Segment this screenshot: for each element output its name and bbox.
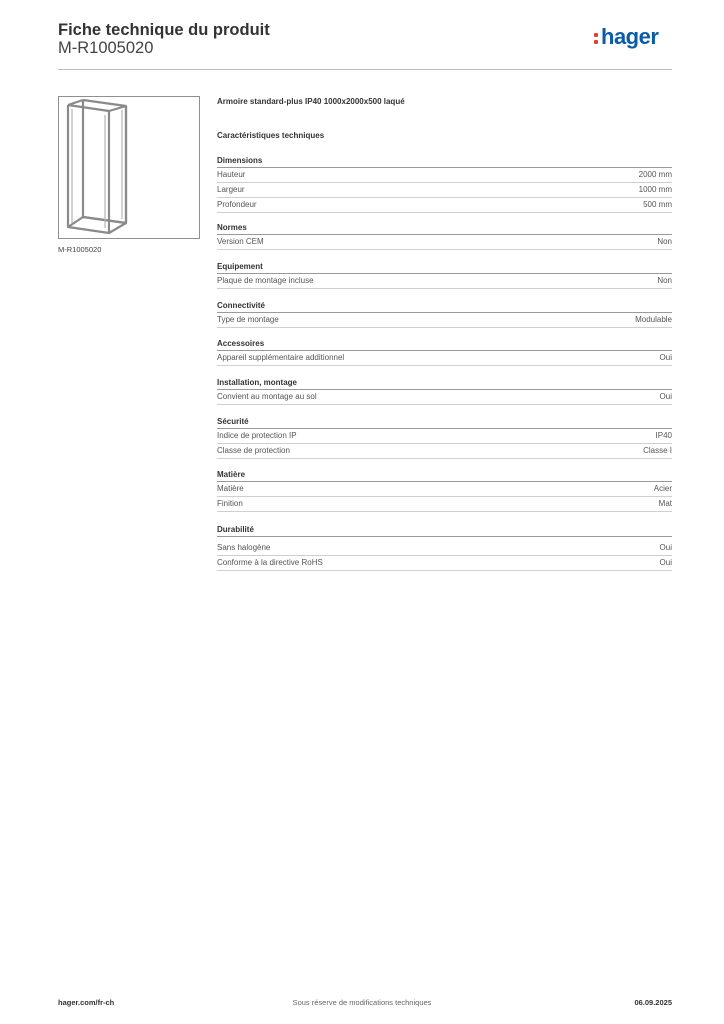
spec-label: Finition <box>217 499 243 508</box>
spec-label: Type de montage <box>217 315 279 324</box>
spec-label: Convient au montage au sol <box>217 392 317 401</box>
spec-label: Appareil supplémentaire additionnel <box>217 353 345 362</box>
spec-row <box>217 274 672 289</box>
spec-value: Mat <box>658 499 672 508</box>
spec-value: Modulable <box>635 315 672 324</box>
spec-value: Acier <box>653 484 672 493</box>
spec-value: Oui <box>659 392 672 401</box>
spec-label: Version CEM <box>217 237 264 246</box>
spec-value: Classe I <box>643 446 672 455</box>
spec-row <box>217 556 672 571</box>
spec-label: Hauteur <box>217 170 246 179</box>
product-reference: M-R1005020 <box>58 39 154 57</box>
section-title: Sécurité <box>217 416 672 429</box>
spec-value: Non <box>657 276 672 285</box>
section-installation <box>217 377 672 405</box>
spec-value: IP40 <box>655 431 672 440</box>
logo-text: hager <box>601 24 659 49</box>
footer-notice: Sous réserve de modifications techniques <box>292 998 432 1007</box>
spec-label: Sans halogène <box>217 543 271 552</box>
section-title: Connectivité <box>217 300 672 313</box>
spec-value: Non <box>657 237 672 246</box>
spec-label: Indice de protection IP <box>217 431 297 440</box>
spec-row <box>217 313 672 328</box>
header-divider <box>58 69 672 70</box>
product-name: Armoire standard-plus IP40 1000x2000x500 laqué <box>217 97 405 106</box>
spec-value: 2000 mm <box>638 170 672 179</box>
section-connectivite <box>217 300 672 328</box>
section-title: Durabilité <box>217 524 672 537</box>
spec-label: Conforme à la directive RoHS <box>217 558 323 567</box>
section-title: Dimensions <box>217 155 672 168</box>
spec-label: Matière <box>217 484 244 493</box>
spec-row <box>217 235 672 250</box>
spec-row <box>217 497 672 512</box>
spec-row <box>217 482 672 497</box>
footer-website-link[interactable]: hager.com/fr-ch <box>58 998 115 1007</box>
spec-label: Largeur <box>217 185 245 194</box>
section-title: Normes <box>217 222 672 235</box>
spec-row <box>217 198 672 213</box>
spec-row <box>217 429 672 444</box>
spec-row <box>217 351 672 366</box>
cabinet-frame-icon <box>59 97 199 238</box>
section-equipement <box>217 261 672 289</box>
spec-row <box>217 444 672 459</box>
spec-value: Oui <box>659 353 672 362</box>
section-accessoires <box>217 338 672 366</box>
spec-label: Profondeur <box>217 200 257 209</box>
section-securite <box>217 416 672 459</box>
section-title: Equipement <box>217 261 672 274</box>
section-title: Accessoires <box>217 338 672 351</box>
spec-value: 500 mm <box>643 200 672 209</box>
section-title: Matière <box>217 469 672 482</box>
section-dimensions <box>217 155 672 213</box>
document-title: Fiche technique du produit <box>58 21 270 39</box>
spec-row <box>217 183 672 198</box>
spec-row <box>217 541 672 556</box>
spec-row <box>217 390 672 405</box>
specs-heading: Caractéristiques techniques <box>217 131 325 140</box>
image-caption: M-R1005020 <box>58 245 102 254</box>
spec-label: Classe de protection <box>217 446 290 455</box>
section-normes <box>217 222 672 250</box>
footer-date: 06.09.2025 <box>634 998 672 1007</box>
spec-value: 1000 mm <box>638 185 672 194</box>
hager-logo <box>594 26 658 48</box>
spec-value: Oui <box>659 558 672 567</box>
section-title: Installation, montage <box>217 377 672 390</box>
logo-dots-icon <box>594 30 599 46</box>
spec-row <box>217 168 672 183</box>
product-image <box>58 96 200 239</box>
section-matiere <box>217 469 672 512</box>
spec-label: Plaque de montage incluse <box>217 276 314 285</box>
spec-value: Oui <box>659 543 672 552</box>
section-durabilite <box>217 524 672 571</box>
